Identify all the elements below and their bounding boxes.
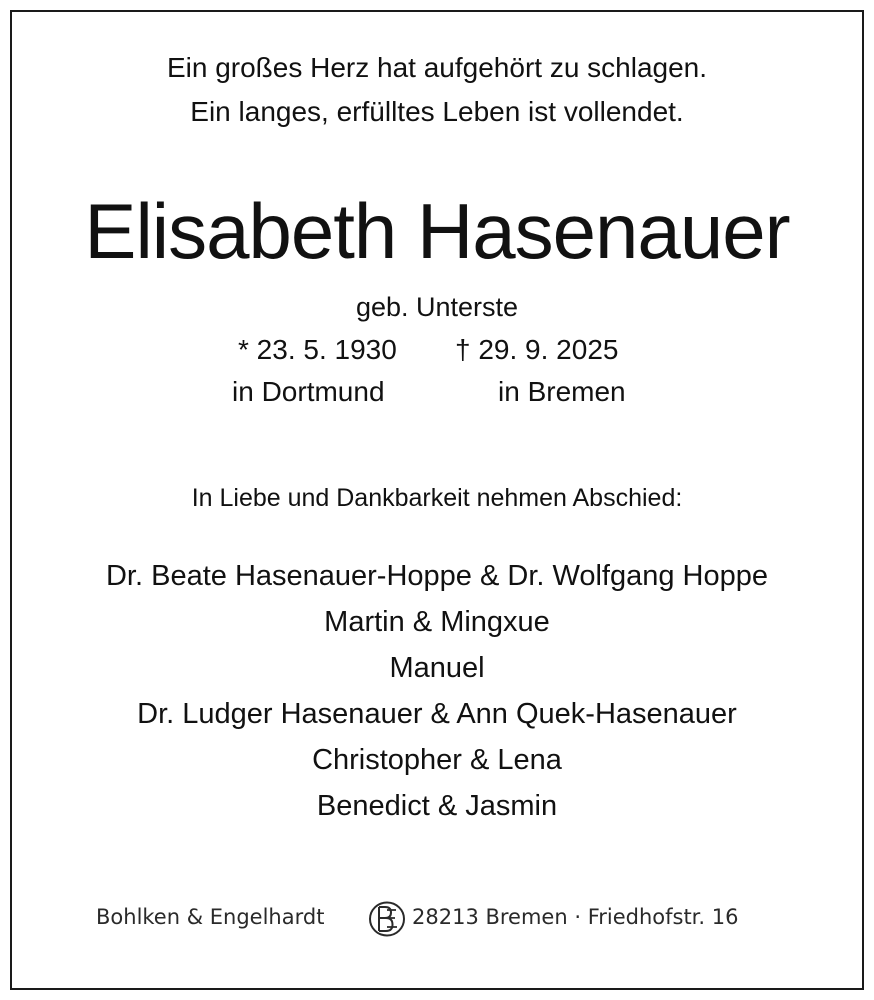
maiden-name: geb. Unterste [355,292,519,322]
motto-line-2: Ein langes, erfülltes Leben ist vollendet. [190,96,684,127]
places-row [0,376,874,416]
funeral-home-footer [0,900,874,940]
bohlken-engelhardt-monogram-icon [367,900,407,938]
birth-place: in Dortmund [232,376,385,407]
mourner-line: Christopher & Lena [312,744,562,776]
death-place: in Bremen [498,376,626,407]
death-date: † 29. 9. 2025 [455,334,619,365]
mourner-line: Manuel [389,652,485,684]
funeral-home-address: 28213 Bremen · Friedhofstr. 16 [412,905,739,929]
farewell-line: In Liebe und Dankbarkeit nehmen Abschied: [191,484,683,512]
mourner-line: Dr. Beate Hasenauer-Hoppe & Dr. Wolfgang Hoppe [105,560,768,592]
mourner-line: Benedict & Jasmin [316,790,558,822]
deceased-name: Elisabeth Hasenauer [84,187,790,275]
mourner-line: Martin & Mingxue [324,606,550,638]
funeral-home-name: Bohlken & Engelhardt [96,905,325,929]
birth-date: * 23. 5. 1930 [238,334,397,365]
motto-line-1: Ein großes Herz hat aufgehört zu schlagen. [166,52,708,83]
mourner-line: Dr. Ludger Hasenauer & Ann Quek-Hasenauer [137,698,737,730]
dates-row [0,334,874,374]
